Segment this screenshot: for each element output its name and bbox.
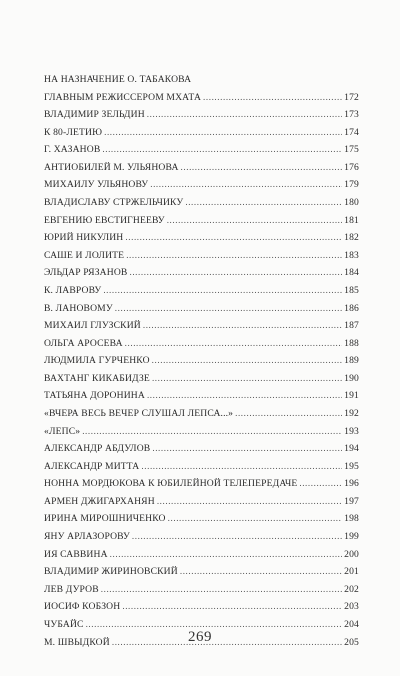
- toc-entry-page: 190: [344, 372, 359, 384]
- toc-entry: [44, 584, 359, 602]
- page-number: 269: [188, 629, 212, 645]
- toc-entry: [44, 601, 359, 619]
- toc-dot-leader: [152, 373, 342, 383]
- toc-entry: [44, 531, 359, 549]
- toc-entry-title: САШЕ И ЛОЛИТЕ: [44, 249, 125, 261]
- toc-dot-leader: [132, 531, 342, 541]
- toc-entry-title: «ВЧЕРА ВЕСЬ ВЕЧЕР СЛУШАЛ ЛЕПСА...»: [44, 407, 234, 419]
- toc-entry: [44, 232, 359, 250]
- toc-entry-page: 196: [344, 478, 359, 490]
- toc-dot-leader: [82, 426, 342, 436]
- toc-entry-title: АРМЕН ДЖИГАРХАНЯН: [44, 495, 155, 507]
- toc-entry-page: 172: [344, 91, 359, 103]
- toc-entry: [44, 285, 359, 303]
- toc-entry: [44, 267, 359, 285]
- toc-entry-page: 189: [344, 355, 359, 367]
- toc-entry-page: 187: [344, 320, 359, 332]
- toc-entry-page: 198: [344, 513, 359, 525]
- toc-entry-title: МИХАИЛ ГЛУЗСКИЙ: [44, 320, 141, 332]
- toc-entry: [44, 461, 359, 479]
- toc-entry-title: ТАТЬЯНА ДОРОНИНА: [44, 390, 145, 402]
- toc-entry: [44, 215, 359, 233]
- toc-entry-page: 173: [344, 109, 359, 121]
- toc-dot-leader: [129, 267, 342, 277]
- toc-dot-leader: [110, 549, 342, 559]
- toc-entry: [44, 373, 359, 391]
- toc-entry-title: ЯНУ АРЛАЗОРОВУ: [44, 531, 130, 543]
- toc-entry-page: 188: [344, 337, 359, 349]
- toc-entry-title: ЭЛЬДАР РЯЗАНОВ: [44, 267, 128, 279]
- toc-dot-leader: [101, 584, 342, 594]
- toc-entry-title: ЛЕВ ДУРОВ: [44, 583, 99, 595]
- toc-entry: [44, 390, 359, 408]
- toc-dot-leader: [103, 285, 342, 295]
- toc-entry: [44, 250, 359, 268]
- toc-entry: [44, 478, 359, 496]
- toc-entry: [44, 320, 359, 338]
- toc-entry-page: 181: [344, 214, 359, 226]
- toc-entry-title: К 80-ЛЕТИЮ: [44, 126, 103, 138]
- toc-entry-title: ИРИНА МИРОШНИЧЕНКО: [44, 513, 166, 525]
- toc-entry-title: МИХАИЛУ УЛЬЯНОВУ: [44, 179, 149, 191]
- toc-dot-leader: [299, 478, 342, 488]
- toc-entry-page: 184: [344, 267, 359, 279]
- toc-entry-page: 174: [344, 126, 359, 138]
- toc-entry-title: АЛЕКСАНДР АБДУЛОВ: [44, 443, 151, 455]
- toc-entry-title: ВЛАДИСЛАВУ СТРЖЕЛЬЧИКУ: [44, 197, 184, 209]
- toc-dot-leader: [152, 443, 342, 453]
- toc-entry-page: 191: [344, 390, 359, 402]
- toc-entry: [44, 408, 359, 426]
- toc-entry-page: 176: [344, 161, 359, 173]
- toc-dot-leader: [185, 197, 342, 207]
- toc-entry-title: НОННА МОРДЮКОВА К ЮБИЛЕЙНОЙ ТЕЛЕПЕРЕДАЧЕ: [44, 478, 298, 490]
- toc-entry-title: ОЛЬГА АРОСЕВА: [44, 337, 123, 349]
- toc-dot-leader: [122, 601, 342, 611]
- toc-entry-title: ВАХТАНГ КИКАБИДЗЕ: [44, 372, 150, 384]
- toc-entry: [44, 566, 359, 584]
- toc-entry: [44, 355, 359, 373]
- toc-entry-title: ГЛАВНЫМ РЕЖИССЕРОМ МХАТА: [44, 91, 202, 103]
- toc-dot-leader: [147, 109, 342, 119]
- toc-entry-page: 192: [344, 407, 359, 419]
- toc-entry-title: АНТИОБИЛЕЙ М. УЛЬЯНОВА: [44, 161, 179, 173]
- toc-dot-leader: [126, 250, 342, 260]
- toc-entry-title: ЮРИЙ НИКУЛИН: [44, 232, 124, 244]
- toc-entry-page: 199: [344, 531, 359, 543]
- toc-entry-page: 202: [344, 583, 359, 595]
- toc-entry-title: АЛЕКСАНДР МИТТА: [44, 460, 140, 472]
- toc-entry: [44, 513, 359, 531]
- toc-entry: [44, 109, 359, 127]
- toc-dot-leader: [235, 408, 342, 418]
- toc-entry-title: «ЛЕПС»: [44, 425, 81, 437]
- toc-dot-leader: [157, 496, 342, 506]
- toc-dot-leader: [167, 215, 342, 225]
- toc-entry-title: ЛЮДМИЛА ГУРЧЕНКО: [44, 355, 150, 367]
- toc-dot-leader: [143, 320, 342, 330]
- toc-dot-leader: [125, 338, 343, 348]
- toc-entry-title: ЕВГЕНИЮ ЕВСТИГНЕЕВУ: [44, 214, 165, 226]
- toc-entry-title: К. ЛАВРОВУ: [44, 284, 102, 296]
- toc-dot-leader: [115, 303, 342, 313]
- toc-entry-title: ВЛАДИМИР ЗЕЛЬДИН: [44, 109, 145, 121]
- toc-dot-leader: [125, 232, 342, 242]
- toc-entry-page: 183: [344, 249, 359, 261]
- toc-dot-leader: [181, 162, 343, 172]
- toc-dot-leader: [104, 127, 342, 137]
- toc-entry-page: 193: [344, 425, 359, 437]
- toc-dot-leader: [86, 619, 343, 629]
- toc-entry-page: 182: [344, 232, 359, 244]
- toc-entry-title: ЧУБАЙС: [44, 618, 84, 630]
- toc-entry-page: 185: [344, 284, 359, 296]
- toc-entry: [44, 92, 359, 110]
- toc-entry: [44, 338, 359, 356]
- toc-entry: [44, 144, 359, 162]
- toc-dot-leader: [203, 92, 342, 102]
- toc-entry-page: 194: [344, 443, 359, 455]
- toc-entry-title: М. ШВЫДКОЙ: [44, 636, 110, 648]
- toc-entry: [44, 303, 359, 321]
- toc-entry-title: ВЛАДИМИР ЖИРИНОВСКИЙ: [44, 566, 178, 578]
- toc-entry-page: 179: [344, 179, 359, 191]
- toc-entry: [44, 162, 359, 180]
- toc-entry-page: 201: [344, 566, 359, 578]
- toc-entry-title: НА НАЗНАЧЕНИЕ О. ТАБАКОВА: [44, 74, 192, 85]
- toc-entry-title: ИОСИФ КОБЗОН: [44, 601, 121, 613]
- toc-entry-page: 180: [344, 197, 359, 209]
- toc-entry-page: 204: [344, 618, 359, 630]
- toc-entry: [44, 426, 359, 444]
- toc-entry-page: 205: [344, 636, 359, 648]
- toc-entry-title: В. ЛАНОВОМУ: [44, 302, 113, 314]
- toc-entry: [44, 496, 359, 514]
- toc-entry-title: ИЯ САВВИНА: [44, 548, 108, 560]
- toc-entry-page: 203: [344, 601, 359, 613]
- toc-dot-leader: [147, 390, 342, 400]
- toc-entry: [44, 443, 359, 461]
- toc-entry: [44, 74, 359, 92]
- toc-entry-page: 186: [344, 302, 359, 314]
- toc-dot-leader: [168, 513, 343, 523]
- toc-entry: [44, 197, 359, 215]
- toc-entry-page: 175: [344, 144, 359, 156]
- toc-dot-leader: [180, 566, 342, 576]
- toc-entry-page: 200: [344, 548, 359, 560]
- toc-dot-leader: [150, 179, 342, 189]
- toc-dot-leader: [152, 355, 342, 365]
- toc-entry-page: 195: [344, 460, 359, 472]
- table-of-contents: [44, 74, 359, 654]
- toc-entry-title: Г. ХАЗАНОВ: [44, 144, 101, 156]
- toc-entry: [44, 179, 359, 197]
- toc-dot-leader: [141, 461, 342, 471]
- toc-entry: [44, 127, 359, 145]
- toc-entry-page: 197: [344, 495, 359, 507]
- toc-dot-leader: [102, 144, 342, 154]
- toc-entry: [44, 549, 359, 567]
